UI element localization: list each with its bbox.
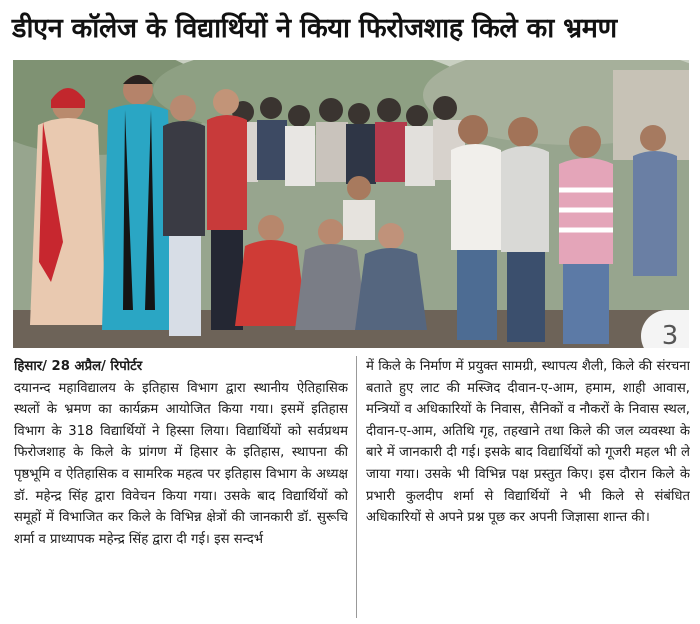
article-body-right: में किले के निर्माण में प्रयुक्त सामग्री, स्थापत्य शैली, किले की संरचना बताते हुए लाट की मस्जिद दीवान-ए-आम, हमाम, शाही आवास, मन्त्रियों व अधिकारियों के निवास, सैनिकों व नौकरों के निवास स्थल, दीवान-ए-आम, अतिथि गृह, तहखाने तथा किले की जल व्यवस्था के बारे में जानकारी दी गई। इसके बाद विद्यार्थियों को गूजरी महल भी ले जाया गया। उसके भी विभिन्न पक्ष प्रस्तुत किए। इस दौरान किले के प्रभारी कुलदीप शर्मा से विद्यार्थियों ने भी किले से संबंधित अधिकारियों से अपने प्रश्न पूछ कर अपनी जिज्ञासा शान्त की। bbox=[366, 359, 690, 526]
headline: डीएन कॉलेज के विद्यार्थियों ने किया फिरोजशाह किले का भ्रमण bbox=[12, 13, 617, 44]
photo-number-badge: 3 bbox=[641, 310, 689, 348]
article-column-right bbox=[366, 356, 690, 620]
column-divider bbox=[356, 356, 357, 618]
dateline: हिसार/ 28 अप्रैल/ रिपोर्टर bbox=[14, 359, 143, 374]
article-body-left: दयानन्द महाविद्यालय के इतिहास विभाग द्वारा स्थानीय ऐतिहासिक स्थलों के भ्रमण का कार्यक्रम आयोजित किया गया। इसमें इतिहास विभाग के 318 विद्यार्थियों ने हिस्सा लिया। विद्यार्थियों को सर्वप्रथम फिरोजशाह के किले के प्रांगण में हिसार के इतिहास, स्थापना की पृष्ठभूमि व ऐतिहासिक व सामरिक महत्व पर इतिहास विभाग के अध्यक्ष डॉ. महेन्द्र सिंह द्वारा विवेचन किया गया। उसके बाद विद्यार्थियों को समूहों में विभाजित कर किले के विभिन्न क्षेत्रों की जानकारी डॉ. सुरूचि शर्मा व प्राध्यापक महेन्द्र सिंह द्वारा दी गई। इस सन्दर्भ bbox=[14, 380, 348, 547]
article-column-left bbox=[14, 356, 348, 620]
group-photo bbox=[13, 60, 689, 348]
